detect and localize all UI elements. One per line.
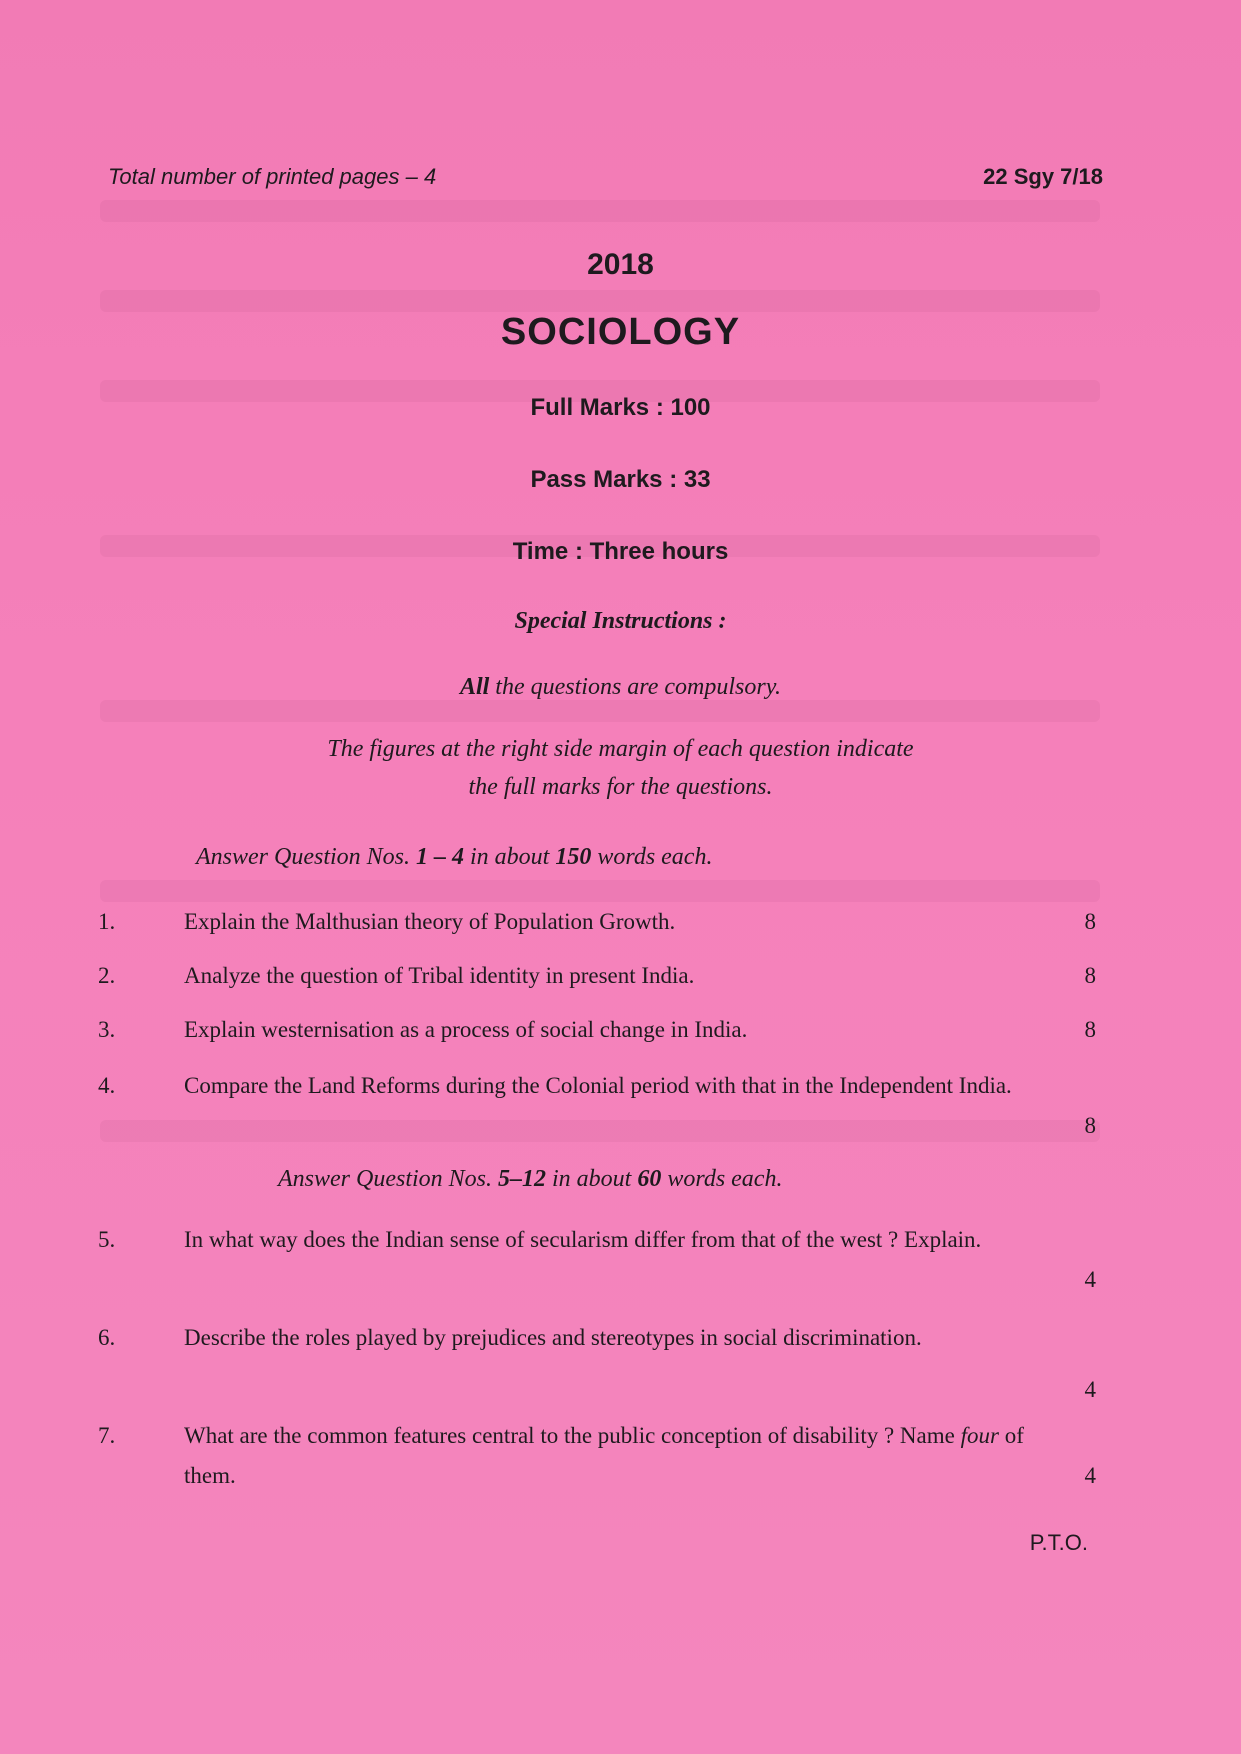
section-mid: in about	[546, 1166, 638, 1192]
question-number: 1.	[98, 909, 116, 934]
exam-time: Time : Three hours	[512, 538, 729, 565]
question-4	[98, 1066, 1096, 1146]
section-words: 150	[555, 844, 592, 870]
section-post: words each.	[591, 844, 713, 870]
pto-label: P.T.O.	[1029, 1530, 1088, 1555]
question-marks: 8	[1084, 963, 1096, 988]
question-text-pre: What are the common features central to the public conception of disability ? Name	[184, 1423, 961, 1448]
question-text	[184, 1416, 1096, 1496]
question-5	[98, 1220, 1096, 1300]
special-instructions-heading: Special Instructions :	[514, 608, 727, 634]
instruction-compulsory	[0, 674, 1241, 701]
question-number: 6.	[98, 1325, 116, 1350]
section-pre: Answer Question Nos.	[196, 844, 417, 870]
question-7	[98, 1416, 1096, 1496]
section-mid: in about	[464, 844, 556, 870]
question-3	[98, 1010, 1096, 1050]
instruction-compulsory-rest: the questions are compulsory.	[489, 674, 782, 700]
instruction-marks-line2: the full marks for the questions.	[468, 774, 773, 800]
question-text-post: of them.	[184, 1423, 1024, 1488]
full-marks: Full Marks : 100	[530, 394, 711, 421]
section-instruction-1	[196, 844, 712, 871]
question-marks: 4	[1084, 1267, 1096, 1292]
section-instruction-2	[278, 1166, 782, 1193]
section-words: 60	[637, 1166, 662, 1192]
question-number: 7.	[98, 1423, 116, 1448]
question-text: In what way does the Indian sense of secularism differ from that of the west ? Explain.	[184, 1227, 982, 1252]
section-range: 5–12	[498, 1166, 547, 1192]
question-number: 5.	[98, 1227, 116, 1252]
bleed-through	[100, 880, 1100, 902]
section-post: words each.	[661, 1166, 783, 1192]
instruction-all: All	[459, 674, 490, 700]
section-pre: Answer Question Nos.	[278, 1166, 499, 1192]
question-text: Explain westernisation as a process of social change in India.	[184, 1017, 748, 1042]
question-number: 4.	[98, 1073, 116, 1098]
bleed-through	[100, 200, 1100, 222]
question-marks: 4	[1084, 1377, 1096, 1402]
printed-pages-note: Total number of printed pages – 4	[108, 164, 437, 189]
bleed-through	[100, 290, 1100, 312]
question-text: Describe the roles played by prejudices and stereotypes in social discrimination.	[184, 1325, 922, 1350]
question-text: Compare the Land Reforms during the Colonial period with that in the Independent India.	[184, 1073, 1012, 1098]
question-2	[98, 956, 1096, 996]
question-1	[98, 902, 1096, 942]
exam-subject: SOCIOLOGY	[500, 311, 741, 353]
exam-year: 2018	[587, 248, 654, 281]
bleed-through	[100, 700, 1100, 722]
question-6	[98, 1318, 1096, 1418]
section-range: 1 – 4	[416, 844, 465, 870]
question-marks: 8	[1084, 909, 1096, 934]
question-text: Explain the Malthusian theory of Population Growth.	[184, 909, 676, 934]
question-text-emphasis: four	[960, 1423, 999, 1448]
question-number: 2.	[98, 963, 116, 988]
paper-code: 22 Sgy 7/18	[983, 164, 1103, 189]
question-text: Analyze the question of Tribal identity in present India.	[184, 963, 695, 988]
question-marks: 8	[1084, 1017, 1096, 1042]
question-number: 3.	[98, 1017, 116, 1042]
instruction-marks-line1: The figures at the right side margin of each question indicate	[327, 736, 914, 762]
question-marks: 4	[1084, 1463, 1096, 1488]
question-marks: 8	[1084, 1113, 1096, 1138]
pass-marks: Pass Marks : 33	[530, 466, 711, 493]
